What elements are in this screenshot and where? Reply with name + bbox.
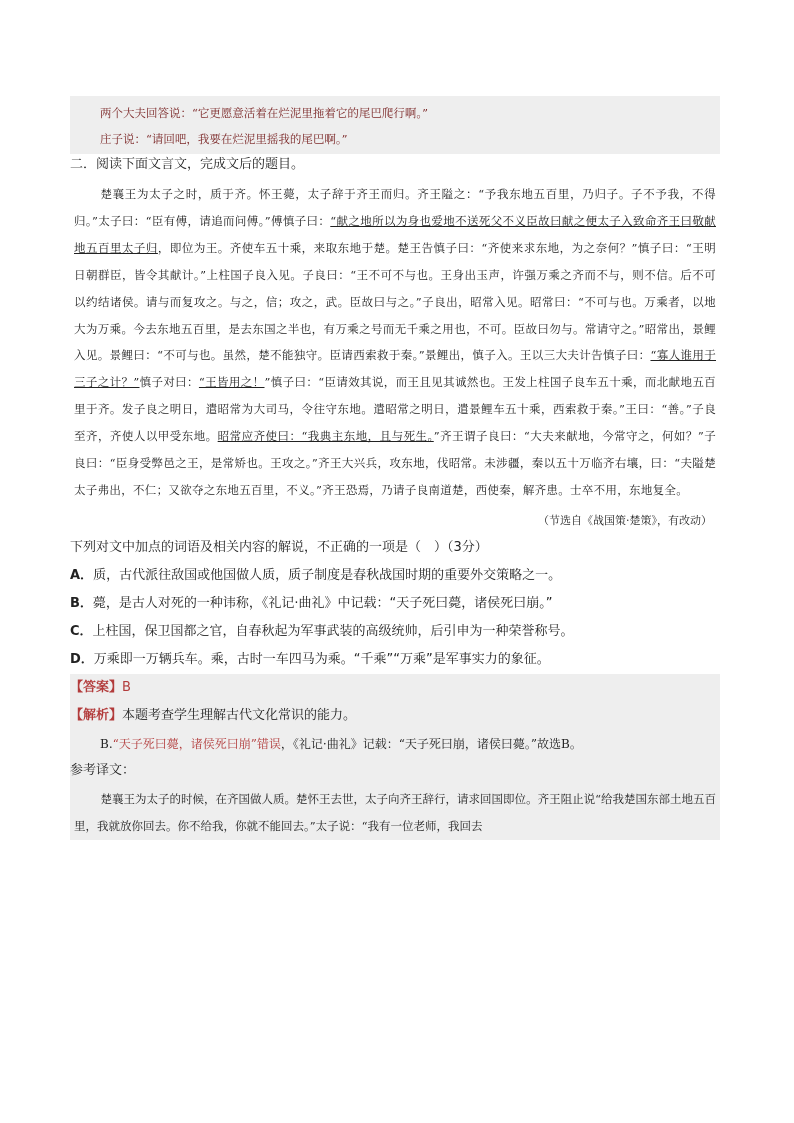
passage-text: 楚襄王为太子之时，质于齐。怀王薨，太子辞于齐王而归。齐王隘之：“予我东地五百里，乃归子。子不予我，不得归。”太子曰：“臣有傅，请追而问傅。”傅慎子曰： <box>74 187 716 228</box>
quote-line-2: 庄子说：“请回吧，我要在烂泥里摇我的尾巴啊。” <box>70 126 720 154</box>
passage-text: ”慎子曰：“臣请效其说，而王且见其诚然也。王发上柱国子良车五十乘，而北献地五百里于齐。发子良之明日，遣昭常为大司马，令往守东地。遣昭常之明日，遣景鲤车五十乘，西索救于秦。”王曰：“善。”子良至齐，齐使人以甲受东地。 <box>74 375 716 444</box>
option-letter: B． <box>70 595 93 611</box>
source-citation: （节选自《战国策·楚策》，有改动） <box>538 513 712 527</box>
option-text: 质，古代派往敌国或他国做人质，质子制度是春秋战国时期的重要外交策略之一。 <box>93 567 562 583</box>
analysis-tag: 【解析】 <box>70 707 123 723</box>
underlined-sentence: “寡人谁用于三子之计？” <box>74 348 716 390</box>
translation-heading: 参考译文： <box>70 758 720 784</box>
passage-text: ”齐王谓子良曰：“大夫来献地，今常守之，何如？”子良曰：“臣身受弊邑之王，是常矫也。王攻之。”齐王大兴兵，攻东地，伐昭常。未涉疆，秦以五十万临齐右壤，曰：“夫隘楚太子弗出，不仁；又欲夺之东地五百里，不义。”齐王恐焉，乃请子良南道楚，西使秦，解齐患。士卒不用，东地复全。 <box>74 429 716 497</box>
section-heading: 二．阅读下面文言文，完成文后的题目。 <box>70 157 305 172</box>
option-b <box>70 590 720 618</box>
underlined-sentence: “王皆用之！ <box>198 375 265 390</box>
analysis-text: 本题考查学生理解古代文化常识的能力。 <box>122 707 357 723</box>
passage-text: 慎子对曰： <box>139 375 199 390</box>
analysis-note-rest: ，《礼记·曲礼》记载：“天子死曰崩，诸侯曰薨。”故选B。 <box>280 736 582 751</box>
translation-text <box>70 784 720 840</box>
analysis-note <box>70 730 720 758</box>
option-letter: D． <box>70 651 94 667</box>
translation-paragraph: 楚襄王为太子的时候，在齐国做人质。楚怀王去世，太子向齐王辞行，请求回国即位。齐王阻止说“给我楚国东部土地五百里，我就放你回去。你不给我，你就不能回去。”太子说：“我有一位老师，我回去 <box>74 791 716 833</box>
analysis-note-red: “天子死曰薨，诸侯死曰崩”错误 <box>112 736 281 751</box>
option-a <box>70 562 720 590</box>
question-stem: 下列对文中加点的词语及相关内容的解说，不正确的一项是（ ）（3分） <box>70 539 488 555</box>
analysis-note-prefix: B. <box>100 736 113 751</box>
passage-paragraph <box>74 181 716 504</box>
classical-passage <box>70 176 720 504</box>
quote-line-1: 两个大夫回答说：“它更愿意活着在烂泥里拖着它的尾巴爬行啊。” <box>70 96 720 126</box>
underlined-sentence: “献之地所以为身也爱地不送死父不义臣故曰献之便太子入致命齐王曰敬献地五百里太子归 <box>74 213 716 255</box>
underlined-sentence: 昭常应齐使曰：“我典主东地，且与死生。 <box>217 429 434 444</box>
answer-value: B <box>122 679 131 695</box>
option-text: 万乘即一万辆兵车。乘，古时一车四马为乘。“千乘”“万乘”是军事实力的象征。 <box>93 651 550 667</box>
option-c <box>70 618 720 646</box>
analysis-line <box>70 702 720 730</box>
option-letter: A． <box>70 567 94 583</box>
option-text: 上柱国，保卫国都之官，自春秋起为军事武装的高级统帅，后引申为一种荣誉称号。 <box>92 623 574 639</box>
option-text: 薨，是古人对死的一种讳称，《礼记·曲礼》中记载：“天子死曰薨，诸侯死曰崩。” <box>92 595 553 611</box>
option-d <box>70 646 720 674</box>
document-page <box>70 96 720 840</box>
answer-line <box>70 674 720 702</box>
passage-text: ，即位为王。齐使车五十乘，来取东地于楚。楚王告慎子曰：“齐使来求东地，为之奈何？”慎子曰：“王明日朝群臣，皆令其献计。”上柱国子良入见。子良曰：“王不可不与也。王身出玉声，许强万乘之齐而不与，则不信。后不可以约结诸侯。请与而复攻之。与之，信；攻之，武。臣故曰与之。”子良出，昭常入见。昭常曰：“不可与也。万乘者，以地大为万乘。今去东地五百里，是去东国之半也，有万乘之号而无千乘之用也，不可。臣故曰勿与。常请守之。”昭常出，景鲤入见。景鲤曰：“不可与也。虽然，楚不能独守。臣请西索救于秦。”景鲤出，慎子入。王以三大夫计告慎子曰： <box>74 240 716 363</box>
answer-tag: 【答案】 <box>70 679 123 695</box>
option-letter: C． <box>70 623 93 639</box>
